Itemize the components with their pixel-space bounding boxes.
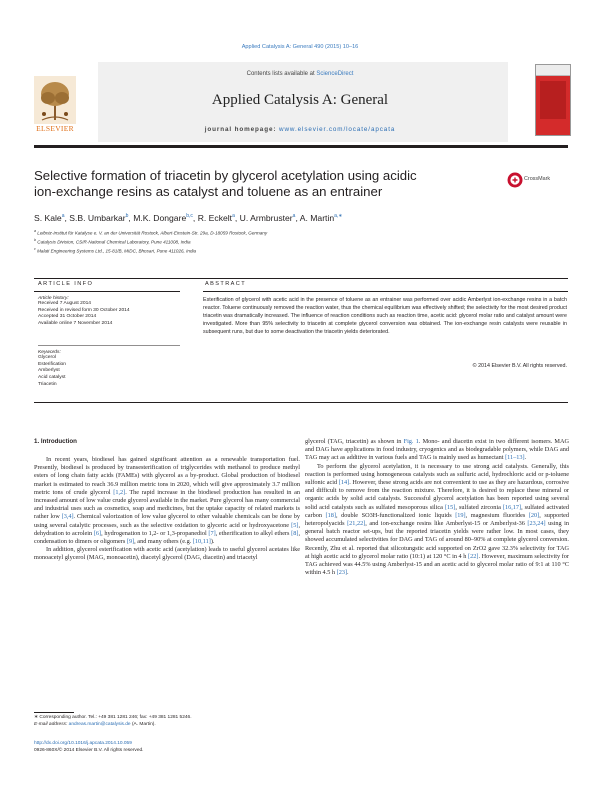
body-text: . [347, 569, 349, 577]
author[interactable]: U. Armbruster$^a$ [239, 213, 296, 223]
email-link[interactable]: andreas.martin@catalysis.de [68, 721, 131, 727]
citation-link[interactable]: [23,24] [527, 520, 546, 528]
affiliations [34, 228, 554, 254]
issn-line: 0926-860X/© 2014 Elsevier B.V. All rights reserved. [34, 747, 144, 753]
citation-link[interactable]: [14] [338, 479, 350, 487]
affiliation: $^b$ Catalysis Division, CSIR-National Chemical Laboratory, Pune 411008, India [34, 237, 191, 245]
email-label: E-mail address: [34, 721, 68, 727]
history-item: Accepted 31 October 2014 [38, 314, 97, 320]
journal-title: Applied Catalysis A: General [211, 92, 389, 108]
abstract-rule [203, 291, 568, 292]
keyword: Triacetin [38, 381, 57, 387]
citation-link[interactable]: [1,2] [113, 488, 126, 496]
elsevier-wordmark: ELSEVIER [36, 124, 74, 133]
citation-link[interactable]: [11–13] [505, 454, 525, 462]
title-line-1: Selective formation of triacetin by glycerol acetylation using acidic [34, 168, 417, 183]
body-text: . However, these strong acids are not convenient to use as they are hazardous, corrosive and difficult to remove from the reaction mixture. Therefore, it is desired to replace these mineral or organic acids by solid acid catalysts. Successful glycerol acetylation has been reported using several solid acid catalysts such as sulfated mesoporous silica [305, 479, 569, 511]
citation-link[interactable]: [8] [291, 529, 299, 537]
affiliation: $^c$ Malati Engineering Systems Ltd., 15-81/B, MIDC, Bhosari, Pune 411026, India [34, 246, 197, 254]
abstract-copyright: © 2014 Elsevier B.V. All rights reserved. [472, 363, 567, 369]
cover-art [540, 81, 566, 119]
body-column-right [305, 438, 569, 577]
citation-link[interactable]: [18] [325, 511, 336, 519]
author[interactable]: M.K. Dongare$^{b,c}$ [133, 213, 193, 223]
crossmark-label: CrossMark [524, 176, 551, 182]
body-text: ). [210, 538, 215, 546]
title-line-2: ion-exchange resins as catalyst and toluene as an entrainer [34, 184, 383, 200]
body-text: , dehydration to acrolein [34, 521, 300, 537]
keyword: Glycerol [38, 355, 56, 360]
keywords [38, 350, 188, 389]
body-text: , magnesium fluorides [465, 511, 529, 519]
journal-cover-thumbnail[interactable] [535, 64, 571, 136]
paragraph [34, 546, 300, 562]
keywords-label: Keywords: [38, 350, 61, 355]
journal-homepage [0, 126, 600, 133]
abstract-text: Esterification of glycerol with acetic acid in the presence of toluene as an entrainer was performed over acidic Amberlyst ion-exchange resins in a batch reactor. Toluene continuously removed the reaction water, thus the chemical equilibrium was effectively shifted; the selectivity for the most desired product triacetin was dramatically increased. The influence of reaction conditions such as reaction time, acetic acid: glycerol molar ratio and catalyst amount were investigated. More than 95% selectivity to triacetin at complete glycerol conversion was obtained. The ion-exchange resin catalysts were reusable in subsequent runs, but due to some deactivation the triacetin yields deteriorated. [203, 297, 567, 336]
body-text: To perform the glycerol acetylation, it is necessary to use strong acid catalysts. Generally, this reaction is performed using homogeneous catalysts such as sulfuric acid, hydrochloric acid or p-toluene sulfonic acid [305, 462, 569, 487]
section-heading-introduction: 1. Introduction [34, 438, 77, 445]
citation-link[interactable]: [9] [126, 538, 135, 546]
body-text: using in general batch reactor set-ups, but the reported triacetin yields were rather low. In most cases, they showed accumulated selectivities for DAG and TAG of around 80–90% at complete glycerol conversion. Recently, Zhu et al. reported that silicotungstic acid supported on ZrO2 gave 32.3% selectivity for TAG at high acetic acid to glycerol molar ratio (10:1) at 120 °C in 4 h [305, 520, 569, 560]
citation-link[interactable]: [22] [468, 552, 479, 560]
article-info-heading: ARTICLE INFO [38, 281, 94, 287]
body-text: , sulfated zirconia [455, 503, 503, 511]
paragraph [305, 463, 569, 578]
body-text: . The rapid increase in the biodiesel production has resulted in an increased amount of low value crude glycerol available in the market. Pure glycerol has many commercial and industrial uses such as cosmetics, soap and medicines, but the uptake capacity of related markets is rather low [34, 488, 300, 521]
doi-block [34, 741, 143, 754]
author[interactable]: S. Kale$^a$ [34, 213, 65, 223]
contents-prefix: Contents lists available at [246, 71, 315, 77]
citation-link[interactable]: [19] [455, 511, 466, 519]
cover-stripe [536, 65, 570, 76]
body-text: . Chemical valorization of low value glycerol to other valuable chemicals can be done by using several catalytic processes, such as the selective oxidation to glyceric acid or hydroxyacetone [34, 513, 300, 529]
article-info-rule [34, 291, 180, 292]
body-text: , and ion-exchange resins like Amberlyst-15 or Amberlyst-36 [365, 520, 528, 528]
citation-link[interactable]: [6] [93, 529, 102, 537]
body-text: , supported heteropolyacids [305, 511, 569, 528]
citation-link[interactable]: [7] [208, 529, 216, 537]
section-rule-top [34, 278, 568, 279]
history-item: Available online 7 November 2014 [38, 321, 113, 327]
keyword: Esterification [38, 361, 66, 367]
paragraph [305, 438, 569, 463]
homepage-url-link[interactable]: www.elsevier.com/locate/apcata [279, 126, 396, 133]
body-text: , condensation to dimers or oligomers [34, 529, 300, 546]
contents-line [0, 71, 600, 77]
citation-link[interactable]: [5] [291, 521, 299, 529]
section-rule-bottom [34, 402, 568, 403]
journal-reference-link[interactable]: Applied Catalysis A: General 490 (2015) 10–16 [241, 44, 359, 50]
citation-link[interactable]: [3,4] [61, 513, 74, 521]
body-text: , hydrogenation to 1,2- or 1,3-propanediol [101, 529, 209, 537]
body-text: . [524, 454, 527, 462]
keyword: Amberlyst [38, 368, 60, 374]
citation-link[interactable]: [10,11] [192, 538, 211, 546]
history-item: Received 7 August 2014 [38, 301, 92, 306]
keywords-rule [38, 345, 180, 346]
citation-link[interactable]: Fig. 1 [403, 438, 419, 445]
citation-link[interactable]: [16,17] [502, 503, 522, 511]
body-text: , double SO3H-functionalized ionic liquids [335, 511, 456, 519]
citation-link[interactable]: [20] [528, 511, 540, 519]
body-text: In addition, glycerol esterification with acetic acid (acetylation) leads to useful glycerol acetates like monoacetyl glycerol (MAG, monoacetin), diacetyl glycerol (DAG, diacetin) and triacetyl [34, 546, 300, 562]
citation-link[interactable]: [23] [336, 569, 348, 577]
abstract-heading: ABSTRACT [205, 281, 247, 287]
article-title [34, 168, 504, 200]
citation-link[interactable]: [21,22] [347, 520, 366, 528]
email-line [34, 722, 299, 729]
body-column-left [34, 456, 300, 563]
body-text: . Mono- and diacetin exist in two different isomers. MAG and DAG have applications in food industry, cryogenics and as biodegradable polymers, while DAG and TAG may act as additive in various fuels and TAG is mainly used as humectant [305, 438, 569, 462]
doi-link[interactable]: http://dx.doi.org/10.1016/j.apcata.2014.10.059 [34, 741, 132, 746]
citation-link[interactable]: [15] [444, 503, 456, 511]
history-item: Received in revised form 30 October 2014 [38, 307, 130, 313]
article-history [38, 296, 188, 328]
header-rule [34, 145, 568, 148]
body-text: In recent years, biodiesel has gained significant attention as a renewable transportation fuel. Presently, biodiesel is produced by transesterification of triglycerides with methanol to produce methyl esters of long chain fatty acids (FAMEs) with glycerol as a by-product. Global production of biodiesel market is estimated to reach 36.9 million metric tons in 2020, which will give approximately 3.7 million metric tons of crude glycerol [34, 456, 300, 496]
corresponding-author: ∗ Corresponding author. Tel.: +49 381 1281 246; fax: +49 381 1281 5246. [34, 715, 192, 720]
keyword: Acid catalyst [38, 375, 66, 381]
affiliation: $^a$ Leibniz-Institut für Katalyse e. V. an der Universität Rostock, Albert-Einstein-Str. 29a, D-18059 Rostock, Germany [34, 229, 268, 236]
footnote-rule [34, 712, 74, 713]
homepage-label: journal homepage: [204, 126, 277, 133]
history-label: Article history: [38, 296, 69, 301]
author[interactable]: R. Eckelt$^a$ [197, 213, 235, 223]
body-text: , etherification to alkyl ethers [215, 529, 292, 537]
footnote [34, 715, 299, 728]
sciencedirect-link[interactable]: ScienceDirect [316, 71, 354, 77]
paragraph [34, 456, 300, 546]
body-text: , sulfated activated carbon [305, 503, 569, 519]
author[interactable]: A. Martin$^{a,∗}$ [299, 213, 343, 223]
body-text: , and many others (e.g. [134, 538, 193, 546]
author[interactable]: S.B. Umbarkar$^b$ [69, 213, 129, 223]
body-text: glycerol (TAG, triacetin) as shown in [305, 438, 404, 445]
body-text: . However, maximum selectivity for TAG achieved was 44.5% using Amberlyst-15 and an acetic acid to glycerol molar ratio of 9:1 at 110 °C within 4.5 h [305, 552, 569, 577]
crossmark-badge[interactable] [507, 171, 557, 189]
author-list: S. Kale$^a$, S.B. Umbarkar$^b$, M.K. Dongare$^{b,c}$, R. Eckelt$^a$, U. Armbruster$^a$, A. Martin$^{a,∗}$ [34, 213, 343, 223]
email-suffix: (A. Martin). [131, 721, 156, 727]
